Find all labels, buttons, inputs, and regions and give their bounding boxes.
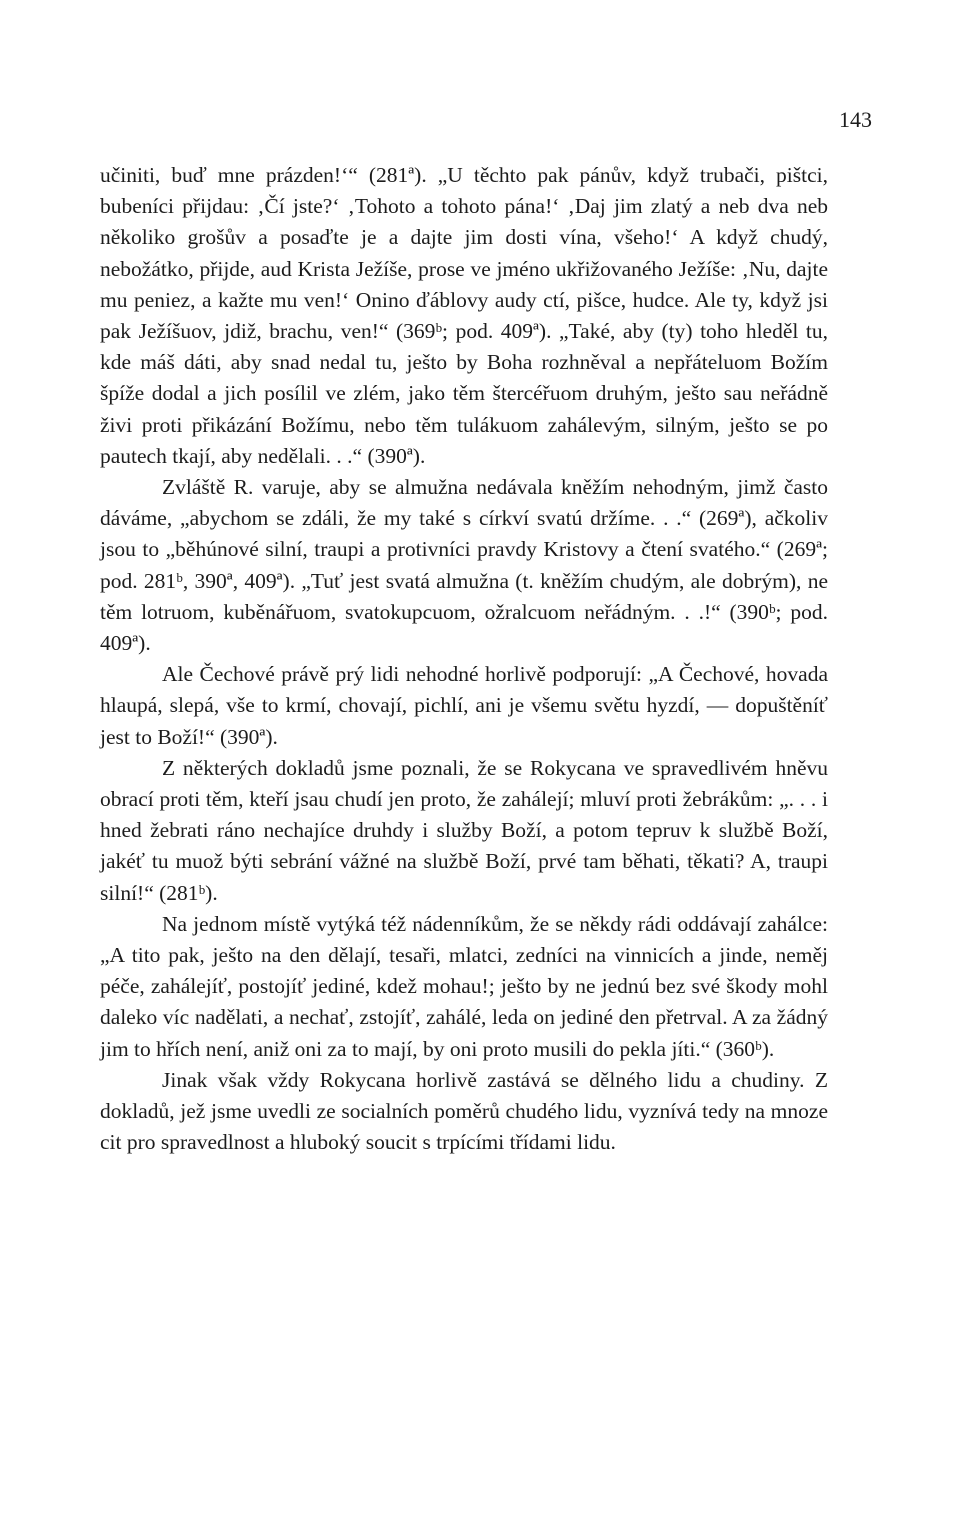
- body-text: [100, 160, 828, 1159]
- paragraph: Z některých dokladů jsme poznali, že se Rokycana ve spravedlivém hněvu obrací proti těm, kteří jsau chudí jen proto, že zahálejí; mluví proti žebrákům: „. . . i hned žebrati ráno nechajíce druhdy i služby Boží, a potom tepruv k službě Boží, jakéť tu muož býti sebrání vážné na službě Boží, prvé tam běhati, těkati? A, traupi silní!“ (281ᵇ).: [100, 755, 828, 905]
- page-number: 143: [839, 107, 872, 132]
- paragraph: Jinak však vždy Rokycana horlivě zastává se dělného lidu a chudiny. Z dokladů, jež jsme uvedli ze socialních poměrů chudého lidu, vyznívá tedy na mnoze cit pro spravedlnost a hluboký soucit s trpícími třídami lidu.: [100, 1067, 828, 1155]
- paragraph: Zvláště R. varuje, aby se almužna nedávala kněžím nehodným, jimž často dáváme, „abychom se zdáli, že my také s církví svatú držíme. . .“ (269ª), ačkoliv jsou to „běhúnové silní, traupi a protivníci pravdy Kristovy a čtení svatého.“ (269ª; pod. 281ᵇ, 390ª, 409ª). „Tuť jest svatá almužna (t. kněžím chudým, ale dobrým), ne těm lotruom, kuběnářuom, svatokupcuom, ožralcuom neřádným. . .!“ (390ᵇ; pod. 409ª).: [100, 475, 828, 656]
- paragraph: učiniti, buď mne prázden!‘“ (281ª). „U těchto pak pánův, když trubači, pištci, bubeníci přijdau: ‚Čí jste?‘ ‚Tohoto a tohoto pána!‘ ‚Daj jim zlatý a neb dva neb několiko grošův a posaďte je a dajte jim dosti vína, všeho!‘ A když chudý, nebožátko, přijde, aud Krista Ježíše, prose ve jméno ukřižovaného Ježíše: ‚Nu, dajte mu peniez, a kažte mu ven!‘ Onino ďáblovy audy ctí, pišce, hudce. Ale ty, když jsi pak Ježíšuov, jdiž, brachu, ven!“ (369ᵇ; pod. 409ª). „Také, aby (ty) toho hleděl tu, kde máš dáti, aby snad nedal tu, ješto by Boha rozhněval a nepřáteluom Božím špíže dodal a jich posílil ve zlém, jako těm štercéřuom druhým, ješto sau neřádně živi proti přikázání Božímu, nebo těm tulákuom zahálevým, silným, ješto se po pautech tkají, aby nedělali. . .“ (390ª).: [100, 163, 828, 468]
- paragraph: Na jednom místě vytýká též nádenníkům, že se někdy rádi oddávají zahálce: „A tito pak, ješto na den dělají, tesaři, mlatci, zedníci na vinnicích a jinde, neměj péče, zahálejíť, postojíť jediné, kdež mohau!; ješto by ne jednú bez své škody mohl daleko víc nadělati, a nechať, zstojíť, zahálé, leda on jediné den přetrval. A za žádný jim to hřích není, aniž oni za to mají, by oni proto musili do pekla jíti.“ (360ᵇ).: [100, 911, 828, 1061]
- paragraph: Ale Čechové právě prý lidi nehodné horlivě podporují: „A Čechové, hovada hlaupá, slepá, vše to krmí, chovají, pichlí, ani je všemu světu hyzdí, — dopuštěníť jest to Boží!“ (390ª).: [100, 662, 828, 749]
